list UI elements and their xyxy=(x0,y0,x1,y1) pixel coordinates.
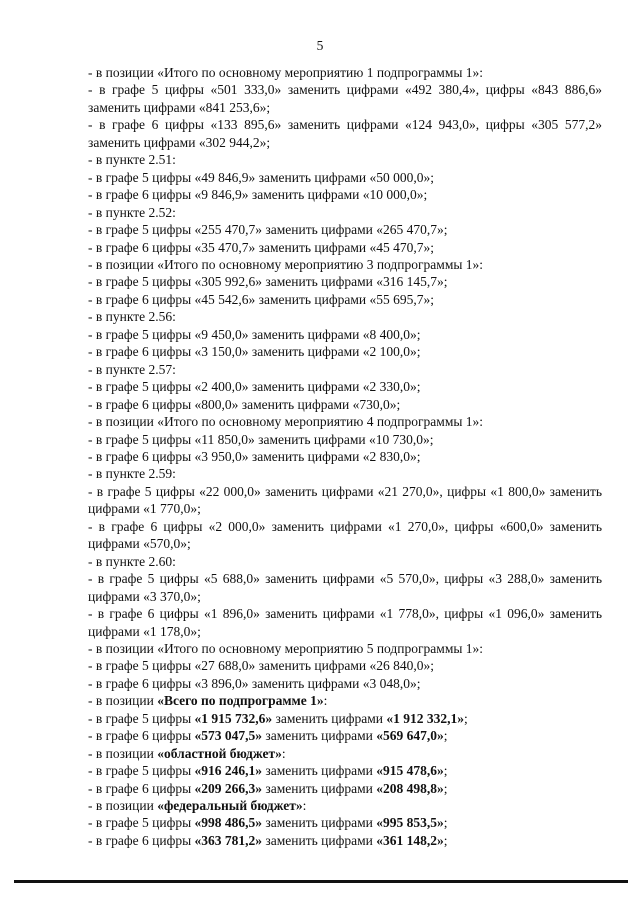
bold-fragment: «995 853,5» xyxy=(376,815,444,831)
text-fragment: заменить цифрами xyxy=(262,832,377,848)
text-fragment: - в позиции xyxy=(88,693,158,709)
document-line xyxy=(54,710,602,727)
text-fragment: ; xyxy=(463,710,468,726)
text-fragment: - в позиции xyxy=(88,798,158,814)
text-fragment: - в графе 6 цифры «133 895,6» заменить цифрами «124 943,0», цифры «305 577,2» заменить цифрами «302 944,2»; xyxy=(88,117,602,150)
document-line xyxy=(54,204,602,221)
text-fragment: - в графе 5 цифры «501 333,0» заменить цифрами «492 380,4», цифры «843 886,6» заменить цифрами «841 253,6»; xyxy=(88,82,602,115)
document-line xyxy=(54,657,602,674)
text-fragment: - в графе 5 цифры xyxy=(88,763,195,779)
document-line xyxy=(54,465,602,482)
document-line xyxy=(54,797,602,814)
text-fragment: - в графе 5 цифры «305 992,6» заменить цифрами «316 145,7»; xyxy=(88,274,448,290)
document-line xyxy=(54,378,602,395)
text-fragment: - в графе 5 цифры xyxy=(88,815,195,831)
text-fragment: - в графе 6 цифры «2 000,0» заменить цифрами «1 270,0», цифры «600,0» заменить цифрами «570,0»; xyxy=(88,518,602,552)
text-fragment: - в графе 6 цифры xyxy=(88,832,195,848)
document-line xyxy=(54,64,602,81)
text-fragment: ; xyxy=(443,728,448,744)
bold-fragment: «209 266,3» xyxy=(194,780,263,796)
text-fragment: - в графе 5 цифры «11 850,0» заменить цифрами «10 730,0»; xyxy=(88,431,434,447)
document-line xyxy=(54,291,602,308)
text-fragment: - в графе 5 цифры «5 688,0» заменить цифрами «5 570,0», цифры «3 288,0» заменить цифрами «3 370,0»; xyxy=(88,571,602,604)
document-line xyxy=(54,814,602,831)
bold-fragment: «областной бюджет» xyxy=(157,745,282,761)
text-fragment: - в пункте 2.59: xyxy=(88,466,176,482)
document-line xyxy=(54,518,602,553)
bold-fragment: «363 781,2» xyxy=(194,832,263,848)
document-line xyxy=(54,116,602,151)
text-fragment: - в позиции «Итого по основному мероприятию 3 подпрограммы 1»: xyxy=(88,256,484,272)
bold-fragment: «998 486,5» xyxy=(194,815,263,831)
text-fragment: ; xyxy=(443,780,448,796)
document-line xyxy=(54,570,602,605)
document-line xyxy=(54,640,602,657)
text-fragment: - в пункте 2.52: xyxy=(88,204,176,220)
bold-fragment: «573 047,5» xyxy=(194,728,263,744)
text-fragment: - в графе 6 цифры xyxy=(88,780,195,796)
text-fragment: заменить цифрами xyxy=(262,815,377,831)
text-fragment: - в позиции «Итого по основному мероприятию 1 подпрограммы 1»: xyxy=(88,65,484,80)
text-fragment: заменить цифрами xyxy=(262,780,377,796)
document-line xyxy=(54,605,602,640)
document-line xyxy=(54,256,602,273)
document-line xyxy=(54,780,602,797)
text-fragment: заменить цифрами xyxy=(262,728,377,744)
document-line xyxy=(54,186,602,203)
document-line xyxy=(54,169,602,186)
document-line xyxy=(54,727,602,744)
text-fragment: : xyxy=(281,745,286,761)
text-fragment: - в графе 6 цифры «1 896,0» заменить цифрами «1 778,0», цифры «1 096,0» заменить цифрами «1 178,0»; xyxy=(88,606,602,639)
page-number: 5 xyxy=(316,38,324,53)
bold-fragment: «1 915 732,6» xyxy=(194,710,273,726)
text-fragment: - в позиции xyxy=(88,745,158,761)
document-line xyxy=(54,81,602,116)
bold-fragment: «федеральный бюджет» xyxy=(157,798,303,814)
text-fragment: заменить цифрами xyxy=(262,763,377,779)
text-fragment: ; xyxy=(443,832,448,848)
bold-fragment: «1 912 332,1» xyxy=(386,710,464,726)
text-fragment: - в графе 5 цифры xyxy=(88,710,195,726)
document-line xyxy=(54,308,602,325)
text-fragment: - в графе 6 цифры «800,0» заменить цифрами «730,0»; xyxy=(88,396,401,412)
text-fragment: - в позиции «Итого по основному мероприятию 5 подпрограммы 1»: xyxy=(88,640,484,656)
document-line xyxy=(54,762,602,779)
text-fragment: заменить цифрами xyxy=(272,710,387,726)
document-line xyxy=(54,431,602,448)
text-fragment: - в пункте 2.60: xyxy=(88,553,176,569)
text-fragment: ; xyxy=(443,763,448,779)
bold-fragment: «569 647,0» xyxy=(376,728,444,744)
document-line xyxy=(54,448,602,465)
document-line xyxy=(54,151,602,168)
document-line xyxy=(54,239,602,256)
document-line xyxy=(54,343,602,360)
text-fragment: - в графе 5 цифры «255 470,7» заменить цифрами «265 470,7»; xyxy=(88,222,448,238)
bold-fragment: «916 246,1» xyxy=(194,763,263,779)
text-fragment: - в пункте 2.51: xyxy=(88,152,176,168)
text-fragment: - в позиции «Итого по основному мероприятию 4 подпрограммы 1»: xyxy=(88,414,484,430)
text-fragment: - в графе 5 цифры «2 400,0» заменить цифрами «2 330,0»; xyxy=(88,379,421,395)
document-line xyxy=(54,483,602,518)
text-fragment: - в графе 5 цифры «9 450,0» заменить цифрами «8 400,0»; xyxy=(88,326,421,342)
document-line xyxy=(54,692,602,709)
text-fragment: - в графе 6 цифры «3 150,0» заменить цифрами «2 100,0»; xyxy=(88,344,421,360)
document-line xyxy=(54,675,602,692)
text-fragment: - в графе 5 цифры «49 846,9» заменить цифрами «50 000,0»; xyxy=(88,169,434,185)
document-line xyxy=(54,326,602,343)
bold-fragment: «361 148,2» xyxy=(376,832,444,848)
text-fragment: : xyxy=(323,693,328,709)
text-fragment: - в пункте 2.57: xyxy=(88,361,176,377)
text-fragment: - в графе 6 цифры «3 950,0» заменить цифрами «2 830,0»; xyxy=(88,448,421,464)
text-fragment: - в графе 5 цифры «27 688,0» заменить цифрами «26 840,0»; xyxy=(88,658,434,674)
text-fragment: - в графе 6 цифры «3 896,0» заменить цифрами «3 048,0»; xyxy=(88,675,421,691)
bottom-rule xyxy=(14,880,628,883)
document-line xyxy=(54,273,602,290)
document-line xyxy=(54,832,602,849)
document-line xyxy=(54,361,602,378)
document-line xyxy=(54,396,602,413)
text-fragment: - в графе 6 цифры xyxy=(88,728,195,744)
text-fragment: ; xyxy=(443,815,448,831)
text-fragment: - в графе 6 цифры «9 846,9» заменить цифрами «10 000,0»; xyxy=(88,187,428,203)
document-line xyxy=(54,413,602,430)
document-line xyxy=(54,745,602,762)
text-fragment: - в графе 6 цифры «45 542,6» заменить цифрами «55 695,7»; xyxy=(88,291,434,307)
text-fragment: : xyxy=(302,798,307,814)
bold-fragment: «208 498,8» xyxy=(376,780,444,796)
document-line xyxy=(54,221,602,238)
document-line xyxy=(54,553,602,570)
text-fragment: - в пункте 2.56: xyxy=(88,309,176,325)
bold-fragment: «Всего по подпрограмме 1» xyxy=(157,693,324,709)
text-fragment: - в графе 5 цифры «22 000,0» заменить цифрами «21 270,0», цифры «1 800,0» заменить цифрами «1 770,0»; xyxy=(88,483,602,517)
bold-fragment: «915 478,6» xyxy=(376,763,444,779)
document-body xyxy=(54,64,602,849)
text-fragment: - в графе 6 цифры «35 470,7» заменить цифрами «45 470,7»; xyxy=(88,239,434,255)
